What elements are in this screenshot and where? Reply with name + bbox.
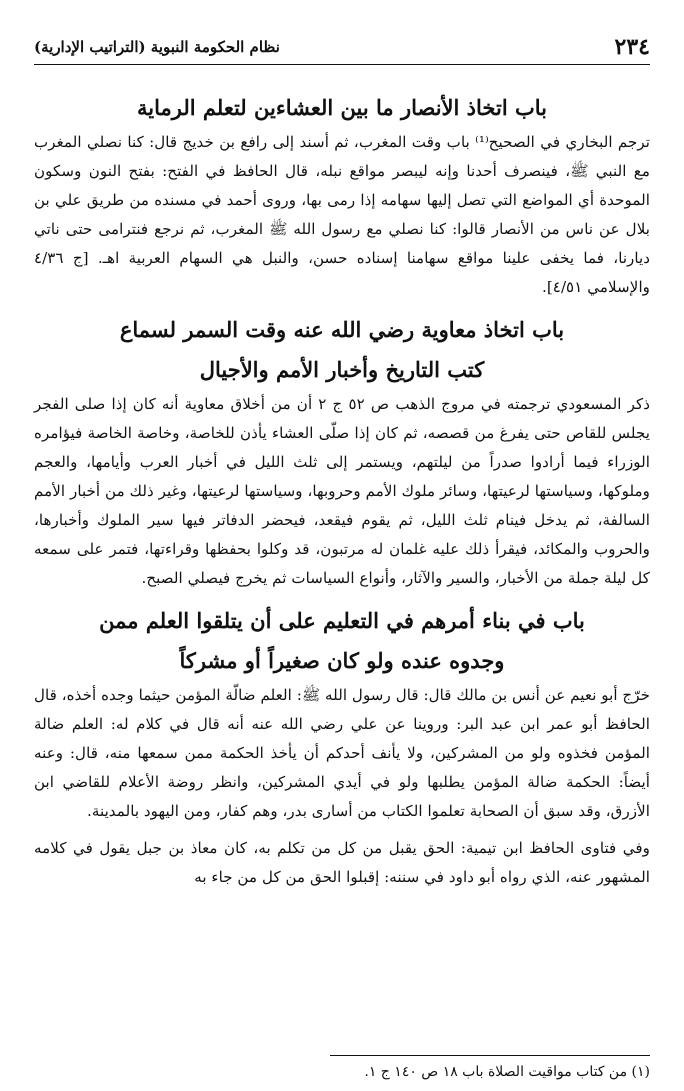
footnote-divider — [330, 1055, 650, 1056]
paragraph: وفي فتاوى الحافظ ابن تيمية: الحق يقبل من كل من تكلم به، كان معاذ بن جبل يقول في كلامه المشهور عنه، الذي رواه أبو داود في سننه: إقبلوا الحق من كل من جاء به — [34, 839, 650, 886]
section-muawiya — [34, 310, 650, 593]
paragraph: ذكر المسعودي ترجمته في مروج الذهب ص ٥٢ ج ٢ أن من أخلاق معاوية أنه كان إذا صلى الفجر يجلس للقاص حتى يفرغ من قصصه، ثم كان إذا صلّى العشاء يأذن للخاصة، وخاصة الخاصة فيؤامره الوزراء فيما أرادوا صدراً من ليلتهم، ويستمر إلى ثلث الليل في أخبار العرب وأيامها، والعجم وملوكها، وسياستها لرعيتها، وسائر ملوك الأمم وحروبها، وسياستها لرعيتها، وغير ذلك من أخبار الأمم السالفة، ثم يدخل فينام ثلث الليل، ثم يقوم فيقعد، فيحضر الدفاتر فيها سير الملوك وأخبارها، والحروب والمكائد، فيقرأ ذلك عليه غلمان له مرتبون، قد وكلوا بحفظها وقراءتها، فتمر على سمعه كل ليلة جملة من الأخبار، والسير والآثار، وأنواع السياسات ثم يخرج فيصلي الصبح. — [34, 395, 650, 587]
section-learning — [34, 601, 650, 892]
page-content — [34, 88, 650, 900]
paragraph: ترجم البخاري في الصحيح⁽¹⁾ باب وقت المغرب، ثم أسند إلى رافع بن خديج قال: كنا نصلي المغرب مع النبي ﷺ، فينصرف أحدنا وإنه ليبصر مواقع نبله، قال الحافظ في الفتح: بفتح النون وسكون الموحدة أي المواضع التي تصل إليها سهامه إذا رمى بها، وروى أحمد في مسنده من طريق علي بن بلال عن ناس من الأنصار قالوا: كنا نصلي مع رسول الله ﷺ المغرب، ثم نرجع فنترامى حتى ناتي ديارنا، فما يخفى علينا مواقع سهامنا إسناده حسن، والنبل هي السهام العربية اهـ. [ج ٤/٣٦ والإسلامي ٤/٥١]. — [34, 133, 650, 296]
section-title: باب اتخاذ معاوية رضي الله عنه وقت السمر لسماع — [119, 317, 565, 342]
section-title: باب اتخاذ الأنصار ما بين العشاءين لتعلم الرماية — [137, 95, 547, 120]
footnote: (١) من كتاب مواقيت الصلاة باب ١٨ ص ١٤٠ ج ١. — [364, 1064, 650, 1080]
running-title: نظام الحكومة النبوية (التراتيب الإدارية) — [34, 38, 280, 56]
section-title-line-2: كتب التاريخ وأخبار الأمم والأجيال — [199, 357, 485, 382]
page-number: ٢٣٤ — [614, 34, 650, 60]
section-title-line-2: وجدوه عنده ولو كان صغيراً أو مشركاً — [179, 648, 505, 673]
paragraph: خرّج أبو نعيم عن أنس بن مالك قال: قال رسول الله ﷺ: العلم ضالّة المؤمن حيثما وجده أخذه، قال الحافظ أبو عمر ابن عبد البر: وروينا عن علي رضي الله عنه أنه قال في كلام له: العلم ضالة المؤمن فخذوه ولو من المشركين، ولا يأنف أحدكم أن يأخذ الحكمة ممن سمعها منه، قال: وعنه أيضاً: الحكمة ضالة المؤمن يطلبها ولو في أيدي المشركين، وانظر روضة الأعلام للقاضي ابن الأزرق، وقد سبق أن الصحابة تعلموا الكتاب من أسارى بدر، وهم كفار، ومن اليهود بالمدينة. — [34, 686, 650, 820]
page-header — [34, 30, 650, 65]
section-title: باب في بناء أمرهم في التعليم على أن يتلقوا العلم ممن — [99, 608, 585, 633]
section-archery — [34, 88, 650, 302]
